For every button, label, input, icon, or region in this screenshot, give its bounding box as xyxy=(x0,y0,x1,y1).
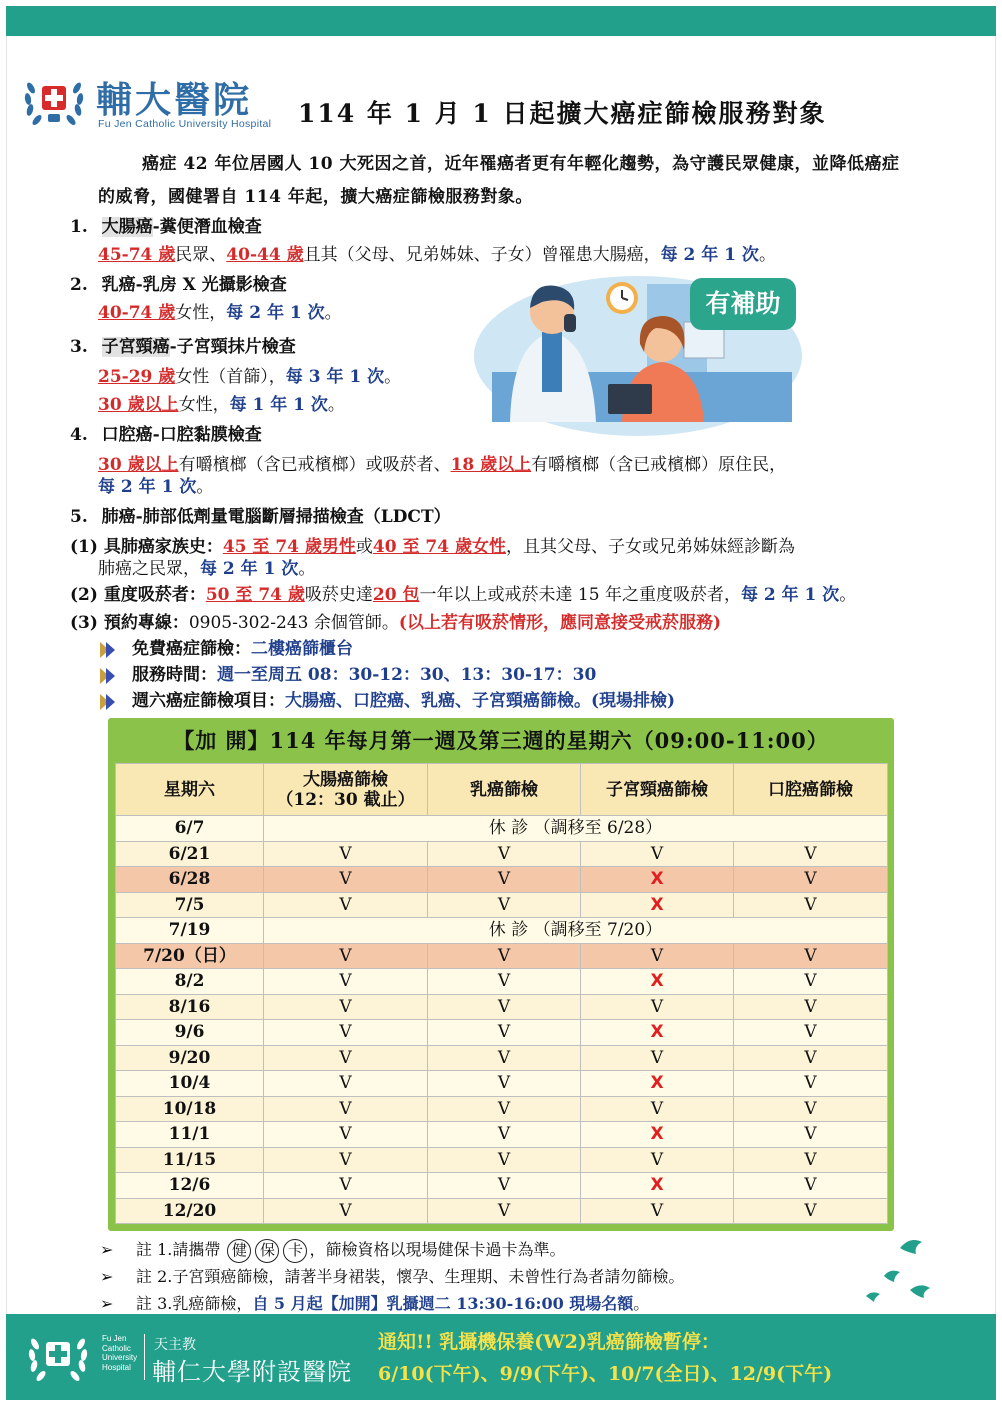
age-range: 30 歲以上 xyxy=(98,395,179,415)
note-text: 註 2.子宮頸癌篩檢，請著半身裙裝，懷孕、生理期、未曾性行為者請勿篩檢。 xyxy=(136,1267,685,1286)
note-text: 註 1.請攜帶 xyxy=(136,1240,221,1259)
cancer-name: 子宮頸癌 xyxy=(101,337,170,357)
info-label: 週六癌症篩檢項目： xyxy=(132,691,285,711)
available-mark: V xyxy=(428,1045,581,1071)
available-mark: V xyxy=(428,841,581,867)
punct: 。 xyxy=(196,477,214,497)
table-row xyxy=(116,1071,888,1097)
logo-name: 輔大醫院 xyxy=(96,80,253,121)
footer-hospital-name: 輔仁大學附設醫院 xyxy=(152,1358,352,1386)
note-text: ，篩檢資格以現場健保卡過卡為準。 xyxy=(309,1240,566,1259)
available-mark: V xyxy=(734,1020,888,1046)
lung-criteria-3 xyxy=(70,610,721,637)
frequency: 每 2 年 1 次 xyxy=(740,585,840,605)
available-mark: V xyxy=(264,1020,428,1046)
available-mark: V xyxy=(428,994,581,1020)
item-3-heading xyxy=(70,334,296,361)
available-mark: V xyxy=(581,1198,734,1224)
table-row xyxy=(116,1198,888,1224)
age-range: 50 至 74 歲 xyxy=(205,585,305,605)
intro-paragraph: 癌症 42 年位居國人 10 大死因之首，近年罹癌者更有年輕化趨勢，為守護民眾健康，並降低癌症的威脅，國健署自 114 年起，擴大癌症篩檢服務對象。 xyxy=(98,154,900,207)
table-row xyxy=(116,867,888,893)
age-range: 30 歲以上 xyxy=(98,455,179,475)
eng-line: University xyxy=(102,1353,138,1362)
available-mark: V xyxy=(264,1096,428,1122)
detail-text: 女性， xyxy=(178,395,230,415)
available-mark: V xyxy=(581,994,734,1020)
available-mark: V xyxy=(264,1071,428,1097)
available-mark: V xyxy=(734,969,888,995)
info-service-hours xyxy=(98,662,596,689)
footer-english-name xyxy=(102,1334,137,1372)
age-range: 18 歲以上 xyxy=(450,455,532,475)
available-mark: V xyxy=(734,943,888,969)
table-header-row xyxy=(116,764,888,816)
date-cell: 9/20 xyxy=(116,1045,264,1071)
available-mark: V xyxy=(581,1045,734,1071)
available-mark: V xyxy=(428,1096,581,1122)
arrow-icon: ➢ xyxy=(100,1294,114,1313)
table-row xyxy=(116,1045,888,1071)
punct: 。 xyxy=(839,585,857,605)
detail-text: 女性， xyxy=(175,303,227,323)
item-3-detail-1 xyxy=(98,364,401,391)
age-range: 45-74 歲 xyxy=(98,245,176,265)
info-value: 二樓癌篩櫃台 xyxy=(251,639,353,659)
cancer-name: 肺癌 xyxy=(101,507,136,527)
available-mark: V xyxy=(264,1198,428,1224)
frequency: 每 2 年 1 次 xyxy=(660,245,759,265)
circled-char: 保 xyxy=(255,1239,279,1263)
punct: 。 xyxy=(384,367,402,387)
hospital-logo xyxy=(22,66,282,136)
arrow-bullet-icon xyxy=(98,691,120,713)
circled-char: 卡 xyxy=(283,1239,307,1263)
detail-text: ，且其父母、子女或兄弟姊妹經診斷為 xyxy=(506,537,795,557)
frequency: 每 3 年 1 次 xyxy=(285,367,385,387)
punct: 。 xyxy=(758,245,776,265)
item-number: 5. xyxy=(70,507,88,527)
available-mark: V xyxy=(264,1173,428,1199)
punct: 。 xyxy=(633,1294,650,1313)
available-mark: V xyxy=(734,1122,888,1148)
detail-text: 肺癌之民眾， xyxy=(98,559,200,579)
unavailable-mark: X xyxy=(581,969,734,995)
table-row xyxy=(116,918,888,944)
page-title: 114 年 1 月 1 日起擴大癌症篩檢服務對象 xyxy=(298,99,827,128)
criteria-label: (1) 具肺癌家族史： xyxy=(70,537,223,557)
notice-line-2: 6/10(下午)、9/9(下午)、10/7(全日)、12/9(下午) xyxy=(378,1363,833,1385)
date-cell: 8/16 xyxy=(116,994,264,1020)
note-1 xyxy=(100,1236,684,1263)
available-mark: V xyxy=(264,943,428,969)
detail-text: 女性（首篩）， xyxy=(175,367,286,387)
detail-text: 吸菸史達 xyxy=(304,585,373,605)
note-highlight: 自 5 月起【加開】乳攝週二 13:30-16:00 現場名額 xyxy=(252,1294,634,1313)
detail-text: 一年以上或戒菸未達 15 年之重度吸菸者， xyxy=(419,585,741,605)
saturday-schedule-table xyxy=(108,718,894,1231)
unavailable-mark: X xyxy=(581,1173,734,1199)
footer-divider xyxy=(144,1334,145,1380)
detail-text: 或 xyxy=(355,537,373,557)
col-header-cervical: 子宮頸癌篩檢 xyxy=(581,764,734,816)
item-3-detail-2 xyxy=(98,392,345,419)
col-header-note: （12：30 截止） xyxy=(276,789,415,810)
table-row xyxy=(116,969,888,995)
maintenance-notice xyxy=(378,1326,832,1390)
arrow-icon: ➢ xyxy=(100,1240,114,1259)
item-2-heading xyxy=(70,272,287,299)
available-mark: V xyxy=(734,892,888,918)
available-mark: V xyxy=(428,867,581,893)
date-cell: 11/15 xyxy=(116,1147,264,1173)
info-value: 大腸癌、口腔癌、乳癌、子宮頸癌篩檢。(現場排檢) xyxy=(285,691,676,711)
criteria-label: (3) 預約專線： xyxy=(70,613,189,633)
top-banner xyxy=(6,6,996,36)
info-label: 服務時間： xyxy=(132,665,217,685)
col-header-breast: 乳癌篩檢 xyxy=(428,764,581,816)
logo-subtitle: Fu Jen Catholic University Hospital xyxy=(98,118,272,130)
date-cell: 10/4 xyxy=(116,1071,264,1097)
frequency: 每 2 年 1 次 xyxy=(98,477,197,497)
circled-char: 健 xyxy=(227,1239,251,1263)
info-value: 週一至周五 08：30-12：30、13：30-17：30 xyxy=(217,665,597,685)
arrow-bullet-icon xyxy=(98,665,120,687)
item-4-detail-2 xyxy=(98,474,213,501)
booking-phone[interactable]: 0905-302-243 余個管師。 xyxy=(188,613,399,633)
date-cell: 10/18 xyxy=(116,1096,264,1122)
detail-text: 且其（父母、兄弟姊妹、子女）曾罹患大腸癌， xyxy=(303,245,661,265)
date-cell: 11/1 xyxy=(116,1122,264,1148)
item-2-detail xyxy=(98,300,342,327)
available-mark: V xyxy=(264,1147,428,1173)
available-mark: V xyxy=(734,1096,888,1122)
test-name: -子宮頸抹片檢查 xyxy=(169,337,296,357)
date-cell: 7/5 xyxy=(116,892,264,918)
table-row xyxy=(116,1096,888,1122)
available-mark: V xyxy=(581,841,734,867)
available-mark: V xyxy=(734,1173,888,1199)
subsidy-bubble: 有補助 xyxy=(690,278,796,330)
available-mark: V xyxy=(428,1020,581,1046)
detail-text: 有嚼檳榔（含已戒檳榔）原住民， xyxy=(531,455,787,475)
info-saturday-items xyxy=(98,688,675,715)
item-number: 4. xyxy=(70,425,88,445)
item-4-heading xyxy=(70,422,262,449)
table-row xyxy=(116,1147,888,1173)
detail-text: 有嚼檳榔（含已戒檳榔）或吸菸者、 xyxy=(178,455,451,475)
note-3 xyxy=(100,1290,684,1317)
available-mark: V xyxy=(264,841,428,867)
table-row xyxy=(116,994,888,1020)
col-header-saturday: 星期六 xyxy=(116,764,264,816)
table-row xyxy=(116,943,888,969)
hospital-emblem-icon xyxy=(26,1326,90,1388)
table-row xyxy=(116,1020,888,1046)
available-mark: V xyxy=(428,1147,581,1173)
criteria-label: (2) 重度吸菸者： xyxy=(70,585,206,605)
footer-banner xyxy=(6,1314,996,1400)
punct: 。 xyxy=(327,395,345,415)
available-mark: V xyxy=(581,1096,734,1122)
frequency: 每 2 年 1 次 xyxy=(200,559,299,579)
item-1-heading xyxy=(70,214,262,241)
available-mark: V xyxy=(734,994,888,1020)
available-mark: V xyxy=(428,892,581,918)
age-range: 45 至 74 歲男性 xyxy=(222,537,356,557)
available-mark: V xyxy=(264,1122,428,1148)
item-number: 1. xyxy=(70,217,88,237)
col-header-text: 大腸癌篩檢 xyxy=(303,769,388,790)
available-mark: V xyxy=(264,1045,428,1071)
date-cell: 7/20（日） xyxy=(116,943,264,969)
punct: 。 xyxy=(298,559,316,579)
age-range: 40-44 歲 xyxy=(226,245,304,265)
notes-section xyxy=(100,1236,684,1317)
unavailable-mark: X xyxy=(581,1020,734,1046)
table-row xyxy=(116,841,888,867)
test-name: -乳房 X 光攝影檢查 xyxy=(135,275,287,295)
table-row xyxy=(116,892,888,918)
available-mark: V xyxy=(264,892,428,918)
available-mark: V xyxy=(264,969,428,995)
date-cell: 7/19 xyxy=(116,918,264,944)
unavailable-mark: X xyxy=(581,867,734,893)
date-cell: 6/21 xyxy=(116,841,264,867)
pack-years: 20 包 xyxy=(372,585,420,605)
unavailable-mark: X xyxy=(581,1122,734,1148)
test-name: -肺部低劑量電腦斷層掃描檢查（LDCT） xyxy=(135,507,451,527)
available-mark: V xyxy=(428,1122,581,1148)
date-cell: 9/6 xyxy=(116,1020,264,1046)
info-label: 免費癌症篩檢： xyxy=(132,639,251,659)
available-mark: V xyxy=(734,1071,888,1097)
arrow-icon: ➢ xyxy=(100,1267,114,1286)
table-row xyxy=(116,1173,888,1199)
age-range: 40 至 74 歲女性 xyxy=(372,537,506,557)
date-cell: 8/2 xyxy=(116,969,264,995)
laurel-cross-icon xyxy=(22,70,86,132)
date-cell: 6/7 xyxy=(116,816,264,842)
available-mark: V xyxy=(734,841,888,867)
cancer-name: 口腔癌 xyxy=(101,425,153,445)
available-mark: V xyxy=(581,943,734,969)
available-mark: V xyxy=(734,1198,888,1224)
test-name: -口腔黏膜檢查 xyxy=(152,425,262,445)
cancer-name: 乳癌 xyxy=(101,275,136,295)
available-mark: V xyxy=(428,1198,581,1224)
available-mark: V xyxy=(264,994,428,1020)
cancer-name: 大腸癌 xyxy=(101,217,153,237)
arrow-bullet-icon xyxy=(98,639,120,661)
available-mark: V xyxy=(428,969,581,995)
table-title: 【加 開】114 年每月第一週及第三週的星期六（09:00-11:00） xyxy=(173,728,829,753)
item-number: 2. xyxy=(70,275,88,295)
item-1-detail xyxy=(98,242,776,269)
date-cell: 6/28 xyxy=(116,867,264,893)
schedule-grid xyxy=(115,763,888,1224)
unavailable-mark: X xyxy=(581,892,734,918)
date-cell: 12/6 xyxy=(116,1173,264,1199)
age-range: 40-74 歲 xyxy=(98,303,176,323)
available-mark: V xyxy=(734,867,888,893)
date-cell: 12/20 xyxy=(116,1198,264,1224)
closed-cell: 休 診 （調移至 6/28） xyxy=(264,816,888,842)
eng-line: Catholic xyxy=(102,1343,131,1353)
eng-line: Hospital xyxy=(102,1362,131,1372)
age-range: 25-29 歲 xyxy=(98,367,176,387)
available-mark: V xyxy=(264,867,428,893)
available-mark: V xyxy=(428,1071,581,1097)
col-header-colorectal xyxy=(264,764,428,816)
frequency: 每 1 年 1 次 xyxy=(229,395,328,415)
available-mark: V xyxy=(581,1147,734,1173)
available-mark: V xyxy=(734,1147,888,1173)
col-header-oral: 口腔癌篩檢 xyxy=(734,764,888,816)
note-text: 註 3.乳癌篩檢， xyxy=(136,1294,253,1313)
notice-line-1: 通知!! 乳攝機保養(W2)乳癌篩檢暫停： xyxy=(378,1331,720,1353)
lung-criteria-2 xyxy=(70,582,856,609)
smoking-note: (以上若有吸菸情形，應同意接受戒菸服務) xyxy=(398,613,721,633)
test-name: -糞便潛血檢查 xyxy=(152,217,262,237)
item-5-heading xyxy=(70,504,451,531)
table-row xyxy=(116,816,888,842)
available-mark: V xyxy=(428,1173,581,1199)
footer-catholic: 天主教 xyxy=(154,1337,196,1353)
available-mark: V xyxy=(734,1045,888,1071)
info-free-screening xyxy=(98,636,353,663)
punct: 。 xyxy=(324,303,342,323)
table-body xyxy=(116,816,888,1224)
item-number: 3. xyxy=(70,337,88,357)
note-2 xyxy=(100,1263,684,1290)
closed-cell: 休 診 （調移至 7/20） xyxy=(264,918,888,944)
table-row xyxy=(116,1122,888,1148)
eng-line: Fu Jen xyxy=(102,1334,127,1343)
detail-text: 民眾、 xyxy=(175,245,227,265)
frequency: 每 2 年 1 次 xyxy=(226,303,325,323)
available-mark: V xyxy=(428,943,581,969)
lung-criteria-1b xyxy=(98,556,315,583)
unavailable-mark: X xyxy=(581,1071,734,1097)
